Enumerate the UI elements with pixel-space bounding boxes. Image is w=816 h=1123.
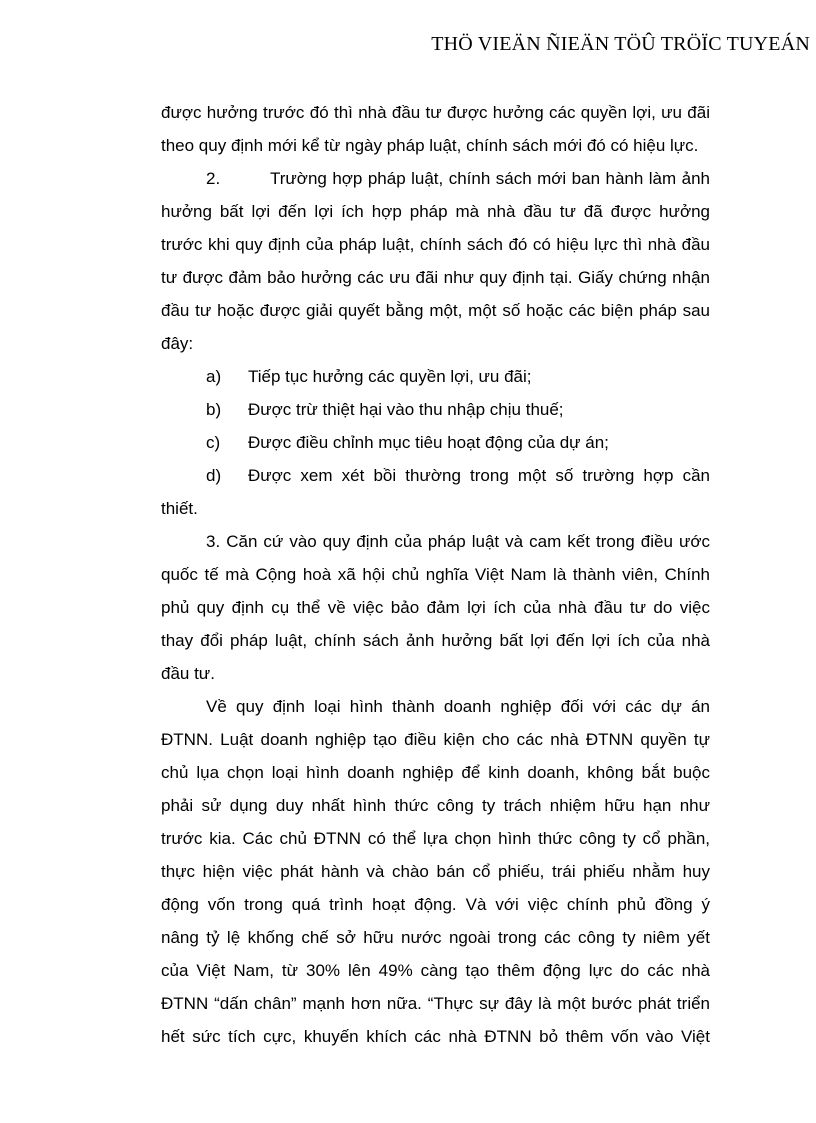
paragraph-line: đây:	[161, 334, 194, 353]
list-item-continuation: thiết.	[161, 499, 198, 518]
paragraph-line: tư được đảm bảo hưởng các ưu đãi như quy định tại. Giấy chứng nhận	[161, 268, 710, 287]
list-item: Tiếp tục hưởng các quyền lợi, ưu đãi;	[248, 367, 532, 386]
list-item: Được trừ thiệt hại vào thu nhập chịu thuế;	[248, 400, 564, 419]
paragraph-line: ĐTNN. Luật doanh nghiệp tạo điều kiện cho các nhà ĐTNN quyền tự	[161, 730, 710, 749]
paragraph-line: trước khi quy định của pháp luật, chính sách đó có hiệu lực thì nhà đầu	[161, 235, 710, 254]
paragraph-line: hưởng bất lợi đến lợi ích hợp pháp mà nhà đầu tư đã được hưởng	[161, 202, 710, 221]
page-header: THÖ VIEÄN ÑIEÄN TÖÛ TRÖÏC TUYEÁN	[431, 33, 810, 55]
paragraph-line: ĐTNN “dấn chân” mạnh hơn nữa. “Thực sự đây là một bước phát triển	[161, 994, 710, 1013]
paragraph-line: quốc tế mà Cộng hoà xã hội chủ nghĩa Việt Nam là thành viên, Chính	[161, 565, 710, 584]
clause-number: 2.	[206, 169, 221, 188]
paragraph-line: thực hiện việc phát hành và chào bán cổ phiếu, trái phiếu nhằm huy	[161, 862, 710, 881]
paragraph-line: động vốn trong quá trình hoạt động. Và với việc chính phủ đồng ý	[161, 895, 710, 914]
paragraph-line: theo quy định mới kể từ ngày pháp luật, chính sách mới đó có hiệu lực.	[161, 136, 699, 155]
paragraph-line: phải sử dụng duy nhất hình thức công ty trách nhiệm hữu hạn như	[161, 796, 710, 815]
paragraph-line: đầu tư hoặc được giải quyết bằng một, một số hoặc các biện pháp sau	[161, 301, 710, 320]
paragraph-line: đầu tư.	[161, 664, 215, 683]
paragraph-line: trước kia. Các chủ ĐTNN có thể lựa chọn hình thức công ty cổ phần,	[161, 829, 710, 848]
paragraph-line: phủ quy định cụ thể về việc bảo đảm lợi ích của nhà đầu tư do việc	[161, 598, 710, 617]
paragraph-line: được hưởng trước đó thì nhà đầu tư được hưởng các quyền lợi, ưu đãi	[161, 103, 710, 122]
paragraph-line: của Việt Nam, từ 30% lên 49% càng tạo thêm động lực do các nhà	[161, 961, 710, 980]
list-item: Được xem xét bồi thường trong một số trường hợp cần	[248, 466, 710, 485]
paragraph-line: thay đổi pháp luật, chính sách ảnh hưởng bất lợi đến lợi ích của nhà	[161, 631, 710, 650]
paragraph-line: hết sức tích cực, khuyến khích các nhà ĐTNN bỏ thêm vốn vào Việt	[161, 1027, 710, 1046]
paragraph-line: Về quy định loại hình thành doanh nghiệp đối với các dự án	[206, 697, 710, 716]
list-item: Được điều chỉnh mục tiêu hoạt động của dự án;	[248, 433, 609, 452]
clause-first-line: Trường hợp pháp luật, chính sách mới ban hành làm ảnh	[270, 169, 710, 188]
list-item-marker: d)	[206, 466, 222, 485]
paragraph-line: 3. Căn cứ vào quy định của pháp luật và cam kết trong điều ước	[206, 532, 710, 551]
list-item-marker: c)	[206, 433, 221, 452]
list-item-marker: b)	[206, 400, 222, 419]
paragraph-line: chủ lụa chọn loại hình doanh nghiệp để kinh doanh, không bắt buộc	[161, 763, 710, 782]
list-item-marker: a)	[206, 367, 222, 386]
paragraph-line: nâng tỷ lệ khống chế sở hữu nước ngoài trong các công ty niêm yết	[161, 928, 710, 947]
